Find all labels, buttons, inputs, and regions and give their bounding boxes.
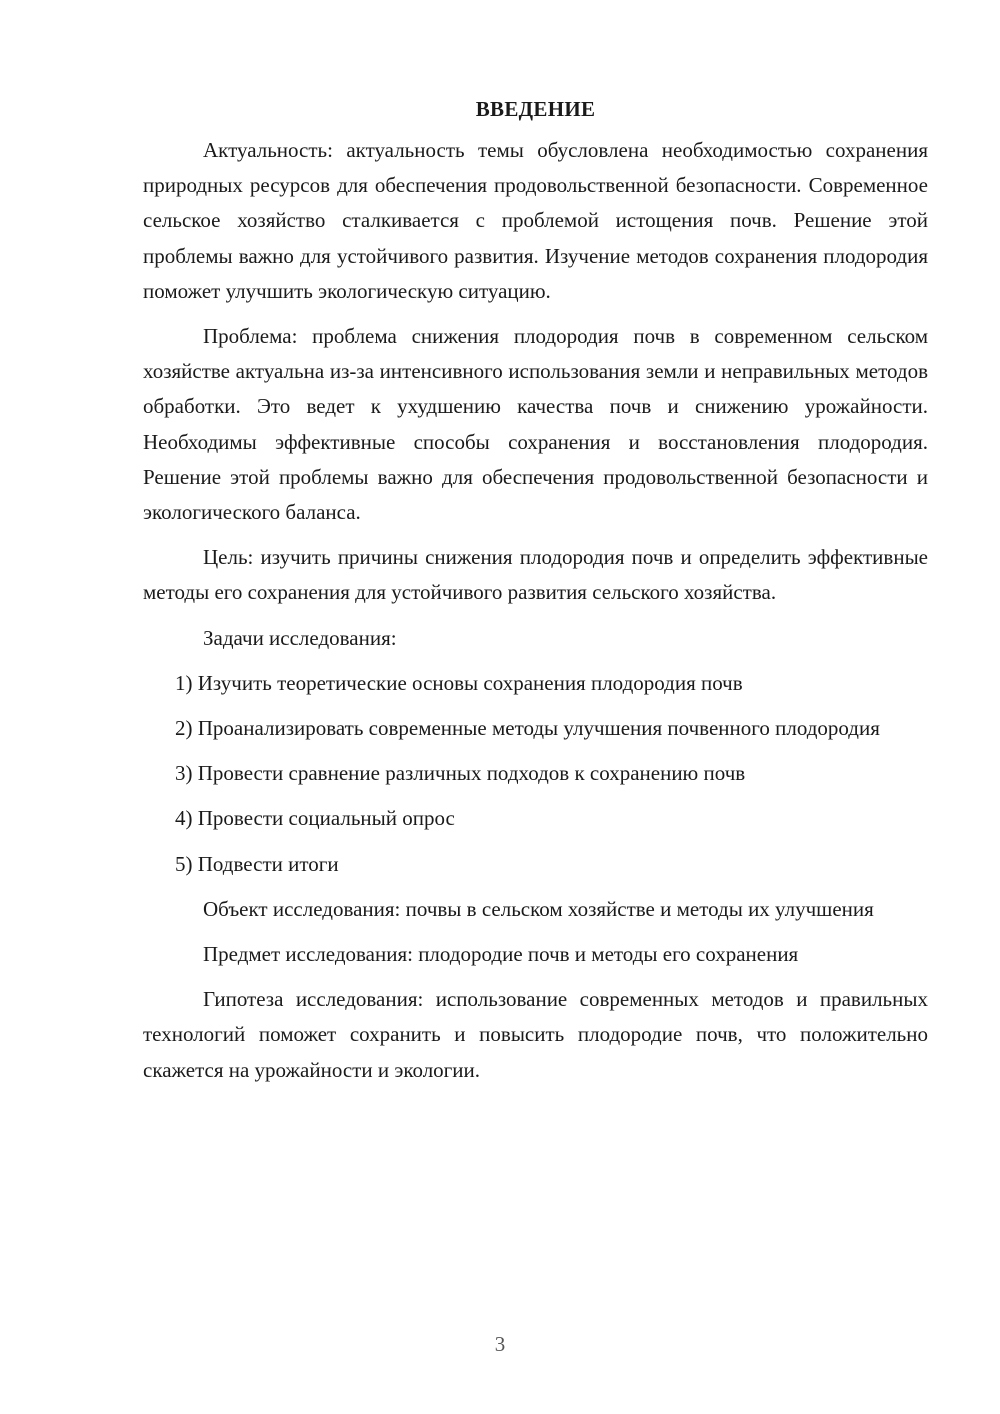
task-item-2: 2) Проанализировать современные методы улучшения почвенного плодородия [175,716,880,741]
page-number: 3 [494,1332,506,1356]
section-heading: ВВЕДЕНИЕ [475,97,596,121]
task-item-1: 1) Изучить теоретические основы сохранения плодородия почв [175,670,743,695]
object-paragraph: Объект исследования: почвы в сельском хозяйстве и методы их улучшения [203,896,874,921]
subject-paragraph: Предмет исследования: плодородие почв и методы его сохранения [203,942,799,967]
goal-paragraph: Цель: изучить причины снижения плодородия почв и определить эффективные методы его сохранения для устойчивого развития сельского хозяйства. [143,545,928,605]
task-item-4: 4) Провести социальный опрос [175,806,455,831]
document-page [143,92,928,1098]
relevance-paragraph: Актуальность: актуальность темы обусловлена необходимостью сохранения природных ресурсов для обеспечения продовольственной безопасности. Современное сельское хозяйство сталкивается с проблемой истощения почв. Решение этой проблемы важно для устойчивого развития. Изучение методов сохранения плодородия поможет улучшить экологическую ситуацию. [143,138,928,303]
hypothesis-paragraph: Гипотеза исследования: использование современных методов и правильных технологий поможет сохранить и повысить плодородие почв, что положительно скажется на урожайности и экологии. [143,987,928,1082]
tasks-heading: Задачи исследования: [203,625,397,650]
task-item-5: 5) Подвести итоги [175,851,339,876]
problem-paragraph: Проблема: проблема снижения плодородия почв в современном сельском хозяйстве актуальна из-за интенсивного использования земли и неправильных методов обработки. Это ведет к ухудшению качества почв и снижению урожайности. Необходимы эффективные способы сохранения и восстановления плодородия. Решение этой проблемы важно для обеспечения продовольственной безопасности и экологического баланса. [143,324,928,525]
task-item-3: 3) Провести сравнение различных подходов к сохранению почв [175,761,746,786]
